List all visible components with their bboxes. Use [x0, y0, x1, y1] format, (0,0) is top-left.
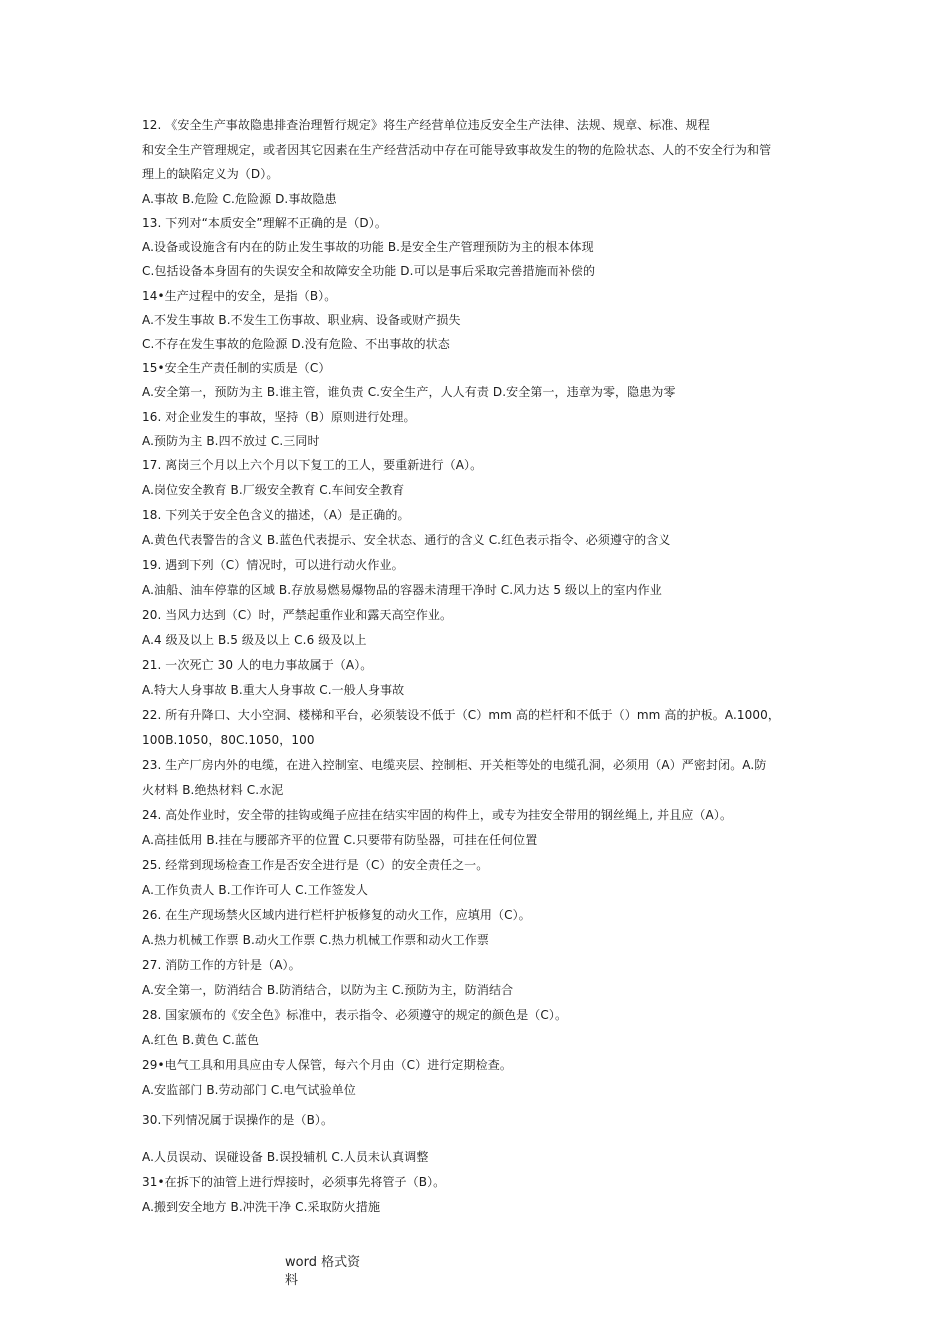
page-footer — [285, 1254, 395, 1290]
question-18-options: A.黄色代表警告的含义 B.蓝色代表提示、安全状态、通行的含义 C.红色表示指令、必须遵守的含义 — [142, 533, 671, 547]
footer-line-1: word 格式资 — [285, 1255, 361, 1270]
question-28-options: A.红色 B.黄色 C.蓝色 — [142, 1033, 260, 1047]
question-16-stem: 16. 对企业发生的事故，坚持（B）原则进行处理。 — [142, 410, 416, 424]
question-25-stem: 25. 经常到现场检查工作是否安全进行是（C）的安全责任之一。 — [142, 858, 489, 872]
question-22-stem: 22. 所有升降口、大小空洞、楼梯和平台，必须装设不低于（C）mm 高的栏杆和不低于（）mm 高的护板。A.1000， — [142, 708, 780, 722]
question-29-stem: 29•电气工具和用具应由专人保管，每六个月由（C）进行定期检查。 — [142, 1058, 512, 1072]
question-15-stem: 15•安全生产责任制的实质是（C） — [142, 361, 331, 375]
question-20-stem: 20. 当风力达到（C）时，严禁起重作业和露天高空作业。 — [142, 608, 453, 622]
question-26-stem: 26. 在生产现场禁火区域内进行栏杆护板修复的动火工作，应填用（C）。 — [142, 908, 531, 922]
question-30-stem: 30.下列情况属于误操作的是（B）。 — [142, 1113, 334, 1127]
question-31-options: A.搬到安全地方 B.冲洗干净 C.采取防火措施 — [142, 1200, 381, 1214]
question-24-options: A.高挂低用 B.挂在与腰部齐平的位置 C.只要带有防坠器，可挂在任何位置 — [142, 833, 538, 847]
question-21-stem: 21. 一次死亡 30 人的电力事故属于（A）。 — [142, 658, 373, 672]
question-14-options-cont: C.不存在发生事故的危险源 D.没有危险、不出事故的状态 — [142, 337, 450, 351]
question-30-options: A.人员误动、误碰设备 B.误投辅机 C.人员未认真调整 — [142, 1150, 429, 1164]
question-28-stem: 28. 国家颁布的《安全色》标准中，表示指令、必须遵守的规定的颜色是（C）。 — [142, 1008, 568, 1022]
question-13-options: A.设备或设施含有内在的防止发生事故的功能 B.是安全生产管理预防为主的根本体现 — [142, 240, 594, 254]
question-23-stem: 23. 生产厂房内外的电缆，在进入控制室、电缆夹层、控制柜、开关柜等处的电缆孔洞，必须用（A）严密封闭。A.防 — [142, 758, 767, 772]
question-19-options: A.油船、油车停靠的区域 B.存放易燃易爆物品的容器未清理干净时 C.风力达 5 级以上的室内作业 — [142, 583, 662, 597]
question-13-options-cont: C.包括设备本身固有的失误安全和故障安全功能 D.可以是事后采取完善措施而补偿的 — [142, 264, 596, 278]
question-14-stem: 14•生产过程中的安全，是指（B）。 — [142, 289, 337, 303]
question-17-stem: 17. 离岗三个月以上六个月以下复工的工人，要重新进行（A）。 — [142, 458, 483, 472]
question-20-options: A.4 级及以上 B.5 级及以上 C.6 级及以上 — [142, 633, 367, 647]
question-27-stem: 27. 消防工作的方针是（A）。 — [142, 958, 301, 972]
question-13-stem: 13. 下列对“本质安全”理解不正确的是（D）。 — [142, 216, 387, 230]
question-19-stem: 19. 遇到下列（C）情况时，可以进行动火作业。 — [142, 558, 404, 572]
question-12-stem: 12. 《安全生产事故隐患排查治理暂行规定》将生产经营单位违反安全生产法律、法规、规章、标准、规程 — [142, 118, 710, 132]
question-29-options: A.安监部门 B.劳动部门 C.电气试验单位 — [142, 1083, 356, 1097]
question-15-options: A.安全第一，预防为主 B.谁主管，谁负责 C.安全生产，人人有责 D.安全第一，违章为零，隐患为零 — [142, 385, 676, 399]
question-26-options: A.热力机械工作票 B.动火工作票 C.热力机械工作票和动火工作票 — [142, 933, 489, 947]
question-24-stem: 24. 高处作业时，安全带的挂钩或绳子应挂在结实牢固的构件上，或专为挂安全带用的钢丝绳上, 并且应（A）。 — [142, 808, 733, 822]
question-22-options: 100B.1050，80C.1050，100 — [142, 733, 315, 747]
question-16-options: A.预防为主 B.四不放过 C.三同时 — [142, 434, 320, 448]
question-23-options: 火材料 B.绝热材料 C.水泥 — [142, 783, 284, 797]
question-27-options: A.安全第一，防消结合 B.防消结合，以防为主 C.预防为主，防消结合 — [142, 983, 514, 997]
question-31-stem: 31•在拆下的油管上进行焊接时，必须事先将管子（B）。 — [142, 1175, 446, 1189]
question-17-options: A.岗位安全教育 B.厂级安全教育 C.车间安全教育 — [142, 483, 405, 497]
question-12-options: A.事故 B.危险 C.危险源 D.事故隐患 — [142, 192, 337, 206]
footer-line-2: 料 — [285, 1273, 299, 1288]
question-21-options: A.特大人身事故 B.重大人身事故 C.一般人身事故 — [142, 683, 405, 697]
question-25-options: A.工作负责人 B.工作许可人 C.工作签发人 — [142, 883, 368, 897]
question-12-stem-cont: 和安全生产管理规定，或者因其它因素在生产经营活动中存在可能导致事故发生的物的危险状态、人的不安全行为和管 — [142, 143, 772, 157]
question-12-stem-end: 理上的缺陷定义为（D）。 — [142, 167, 279, 181]
question-14-options: A.不发生事故 B.不发生工伤事故、职业病、设备或财产损失 — [142, 313, 461, 327]
question-18-stem: 18. 下列关于安全色含义的描述，（A）是正确的。 — [142, 508, 410, 522]
